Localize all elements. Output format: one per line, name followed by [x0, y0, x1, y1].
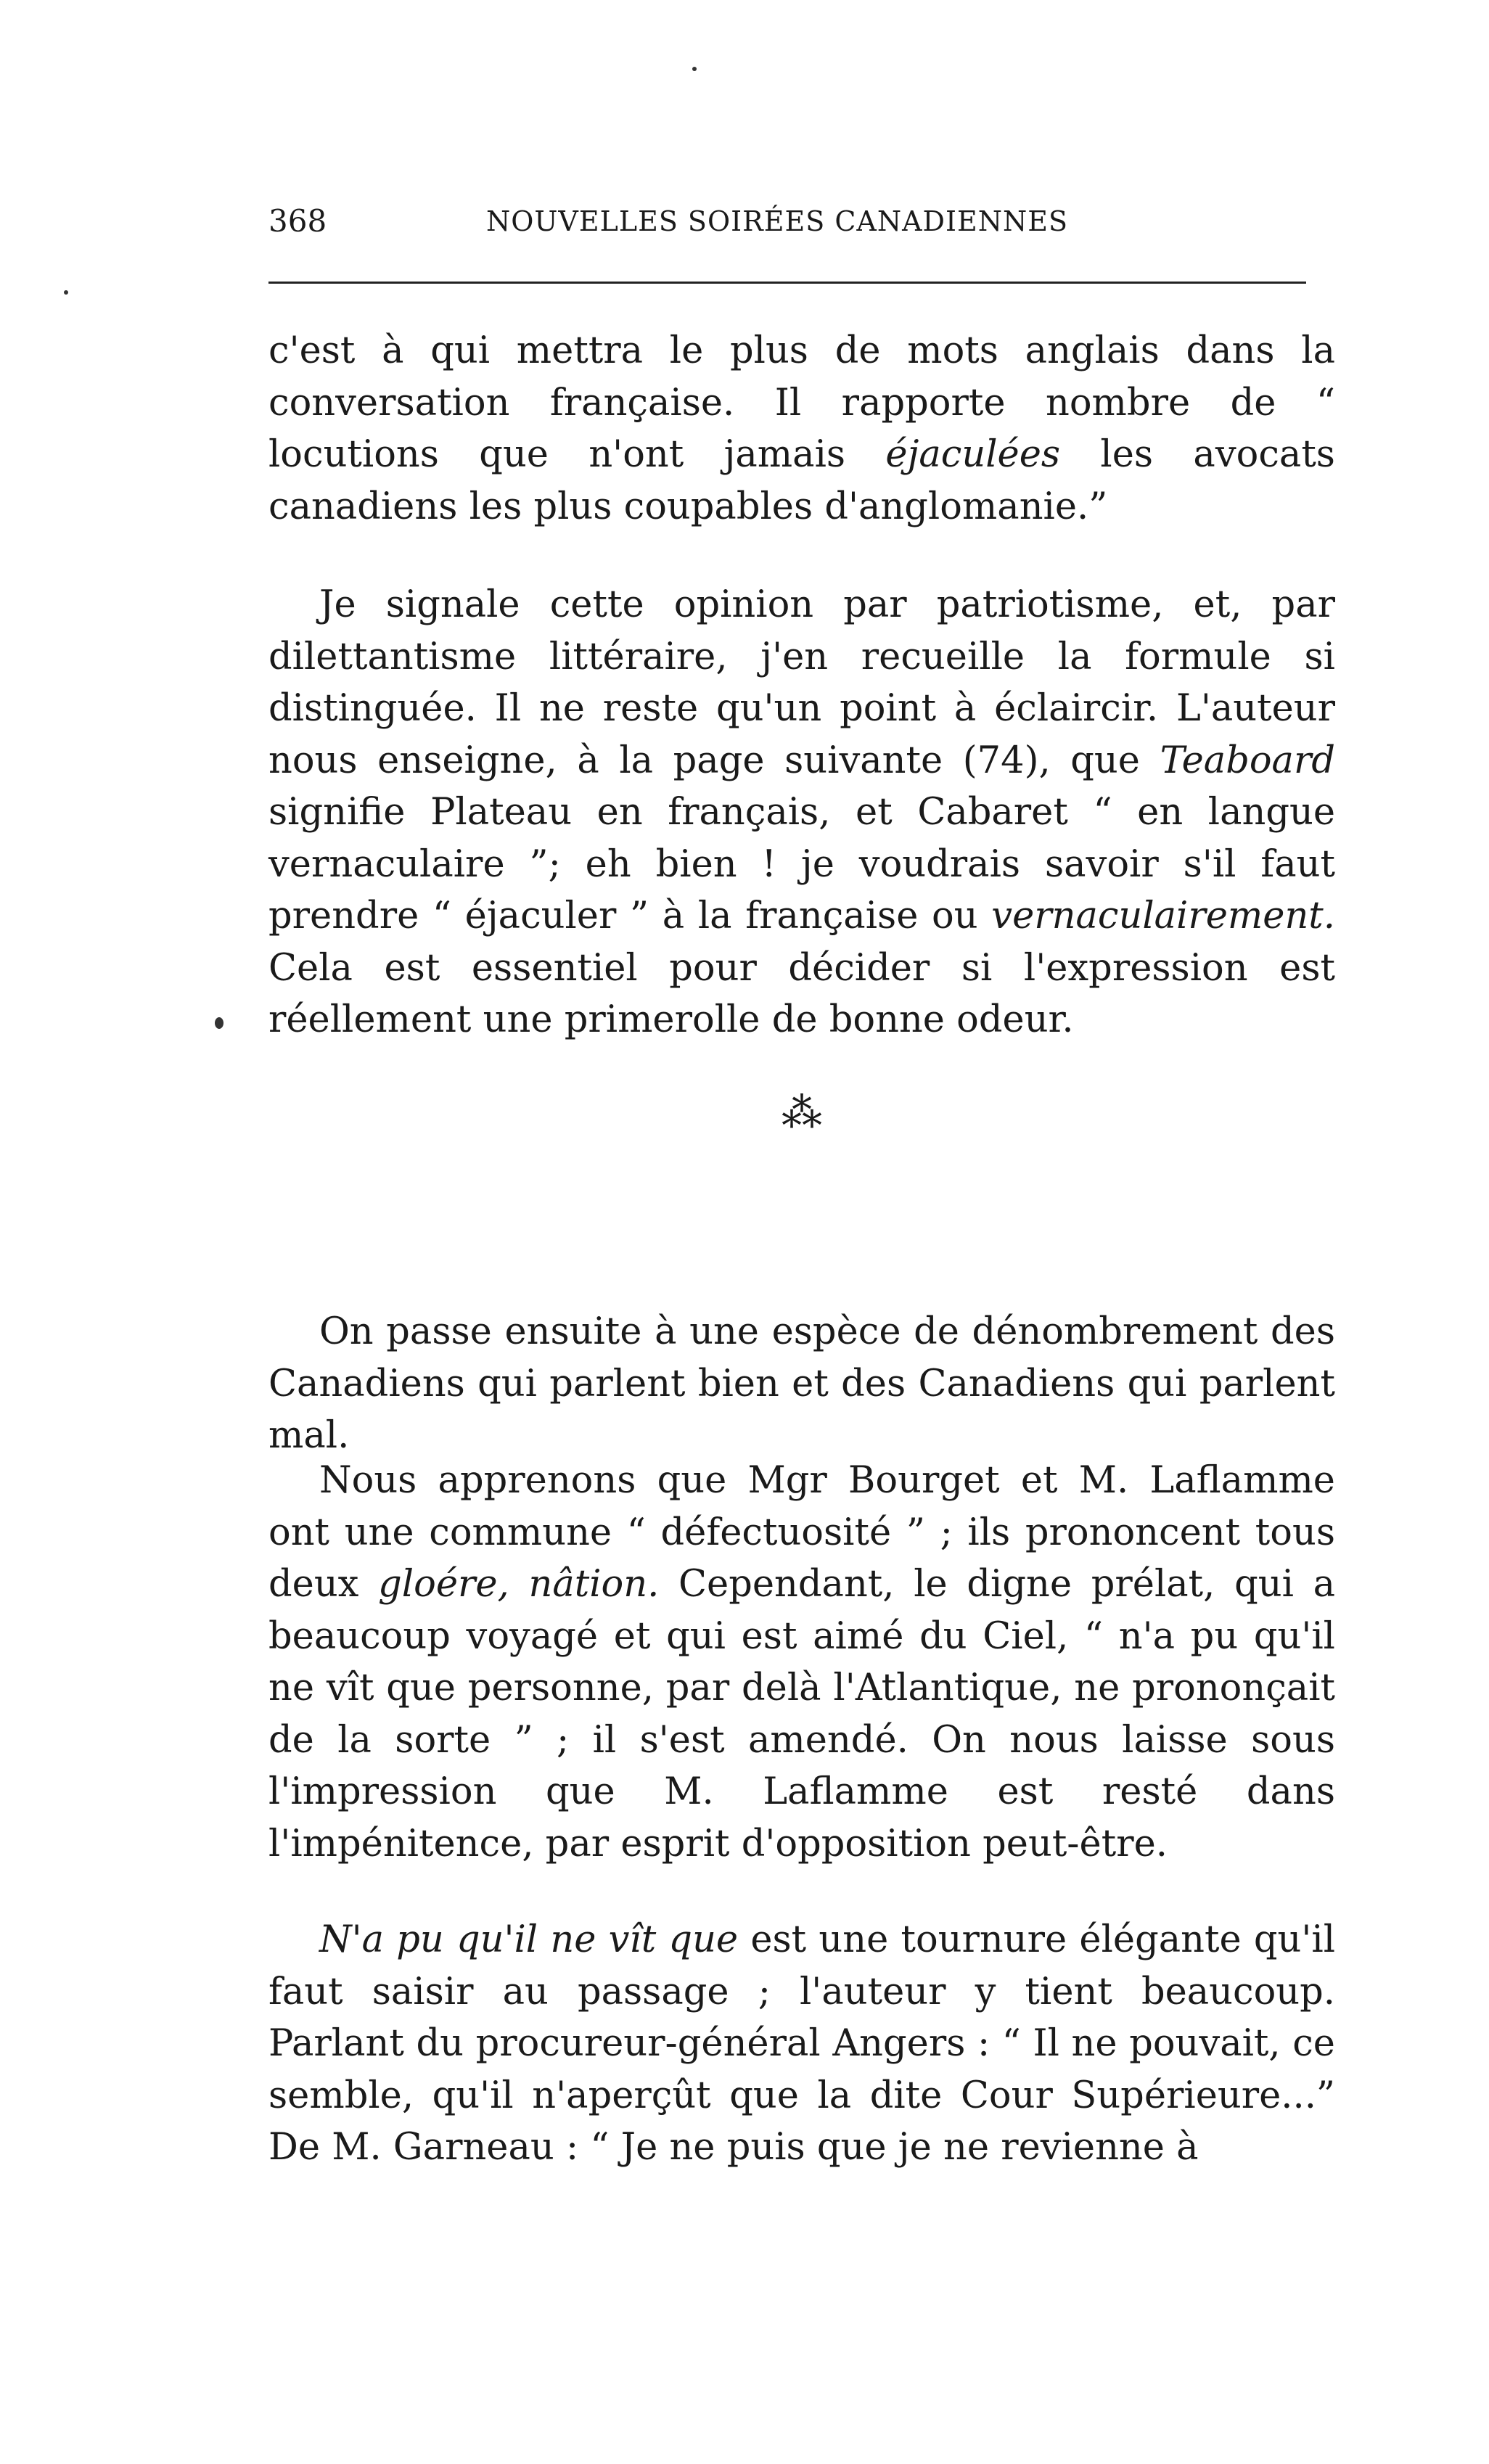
- book-page: [268, 196, 1336, 2169]
- paragraph-5-text-a: est une tournure élégante qu'il faut saisir au passage ; l'auteur y tient beaucoup. Parlant du procureur-général Angers : “ Il ne pouvait, ce semble, qu'il n'aperçût que la dite Cour Supérieure...” De M. Garneau : “ Je ne puis que je ne revienne à: [268, 1918, 1335, 2169]
- paragraph-2-text-a: Je signale cette opinion par patriotisme, et, par dilettantisme littéraire, j'en recueille la formule si distinguée. Il ne reste qu'un point à éclaircir. L'auteur nous enseigne, à la page suivante (74), que: [268, 583, 1335, 782]
- margin-dot: [215, 1017, 223, 1029]
- speck: [64, 290, 68, 295]
- paragraph-2-text-c: Cela est essentiel pour décider si l'expression est réellement une primerolle de bonne odeur.: [268, 946, 1335, 1041]
- paragraph-2: [268, 579, 1335, 1046]
- header-rule: [268, 282, 1306, 284]
- page-number: 368: [268, 203, 327, 239]
- paragraph-1-emphasis: éjaculées: [885, 433, 1061, 476]
- paragraph-5: [268, 1914, 1335, 2174]
- page-header: [268, 196, 1335, 247]
- paragraph-1-text-a: c'est à qui mettra le plus de mots anglais dans la conversation française. Il rapporte nombre de “ locutions que n'ont jamais: [268, 329, 1335, 476]
- paragraph-1-text-b: les avocats canadiens les plus coupables d'anglomanie.”: [268, 433, 1335, 528]
- paragraph-4-emphasis: gloére, nâtion.: [378, 1563, 660, 1606]
- paragraph-2-emphasis-1: Teaboard: [1160, 739, 1335, 782]
- asterism-separator: ⁂: [782, 1090, 822, 1137]
- paragraph-2-emphasis-2: vernaculairement.: [991, 895, 1335, 937]
- paragraph-4: [268, 1455, 1335, 1870]
- paragraph-3: On passe ensuite à une espèce de dénombrement des Canadiens qui parlent bien et des Canadiens qui parlent mal.: [268, 1310, 1335, 1457]
- running-head: NOUVELLES SOIRÉES CANADIENNES: [486, 205, 1069, 237]
- paragraph-5-emphasis: N'a pu qu'il ne vît que: [319, 1918, 739, 1961]
- paragraph-4-text-b: Cependant, le digne prélat, qui a beaucoup voyagé et qui est aimé du Ciel, “ n'a pu qu'il ne vît que personne, par delà l'Atlantique, ne prononçait de la sorte ” ; il s'est amendé. On nous laisse sous l'impression que M. Laflamme est resté dans l'impénitence, par esprit d'opposition peut-être.: [268, 1563, 1336, 1865]
- paragraph-2-text-b: signifie Plateau en français, et Cabaret “ en langue vernaculaire ”; eh bien ! je voudrais savoir s'il faut prendre “ éjaculer ” à la française ou: [268, 791, 1335, 937]
- paragraph-4-text-a: Nous apprenons que Mgr Bourget et M. Laflamme ont une commune “ défectuosité ” ; ils prononcent tous deux: [268, 1459, 1335, 1606]
- paragraph-1: [268, 325, 1335, 533]
- speck: [692, 67, 697, 71]
